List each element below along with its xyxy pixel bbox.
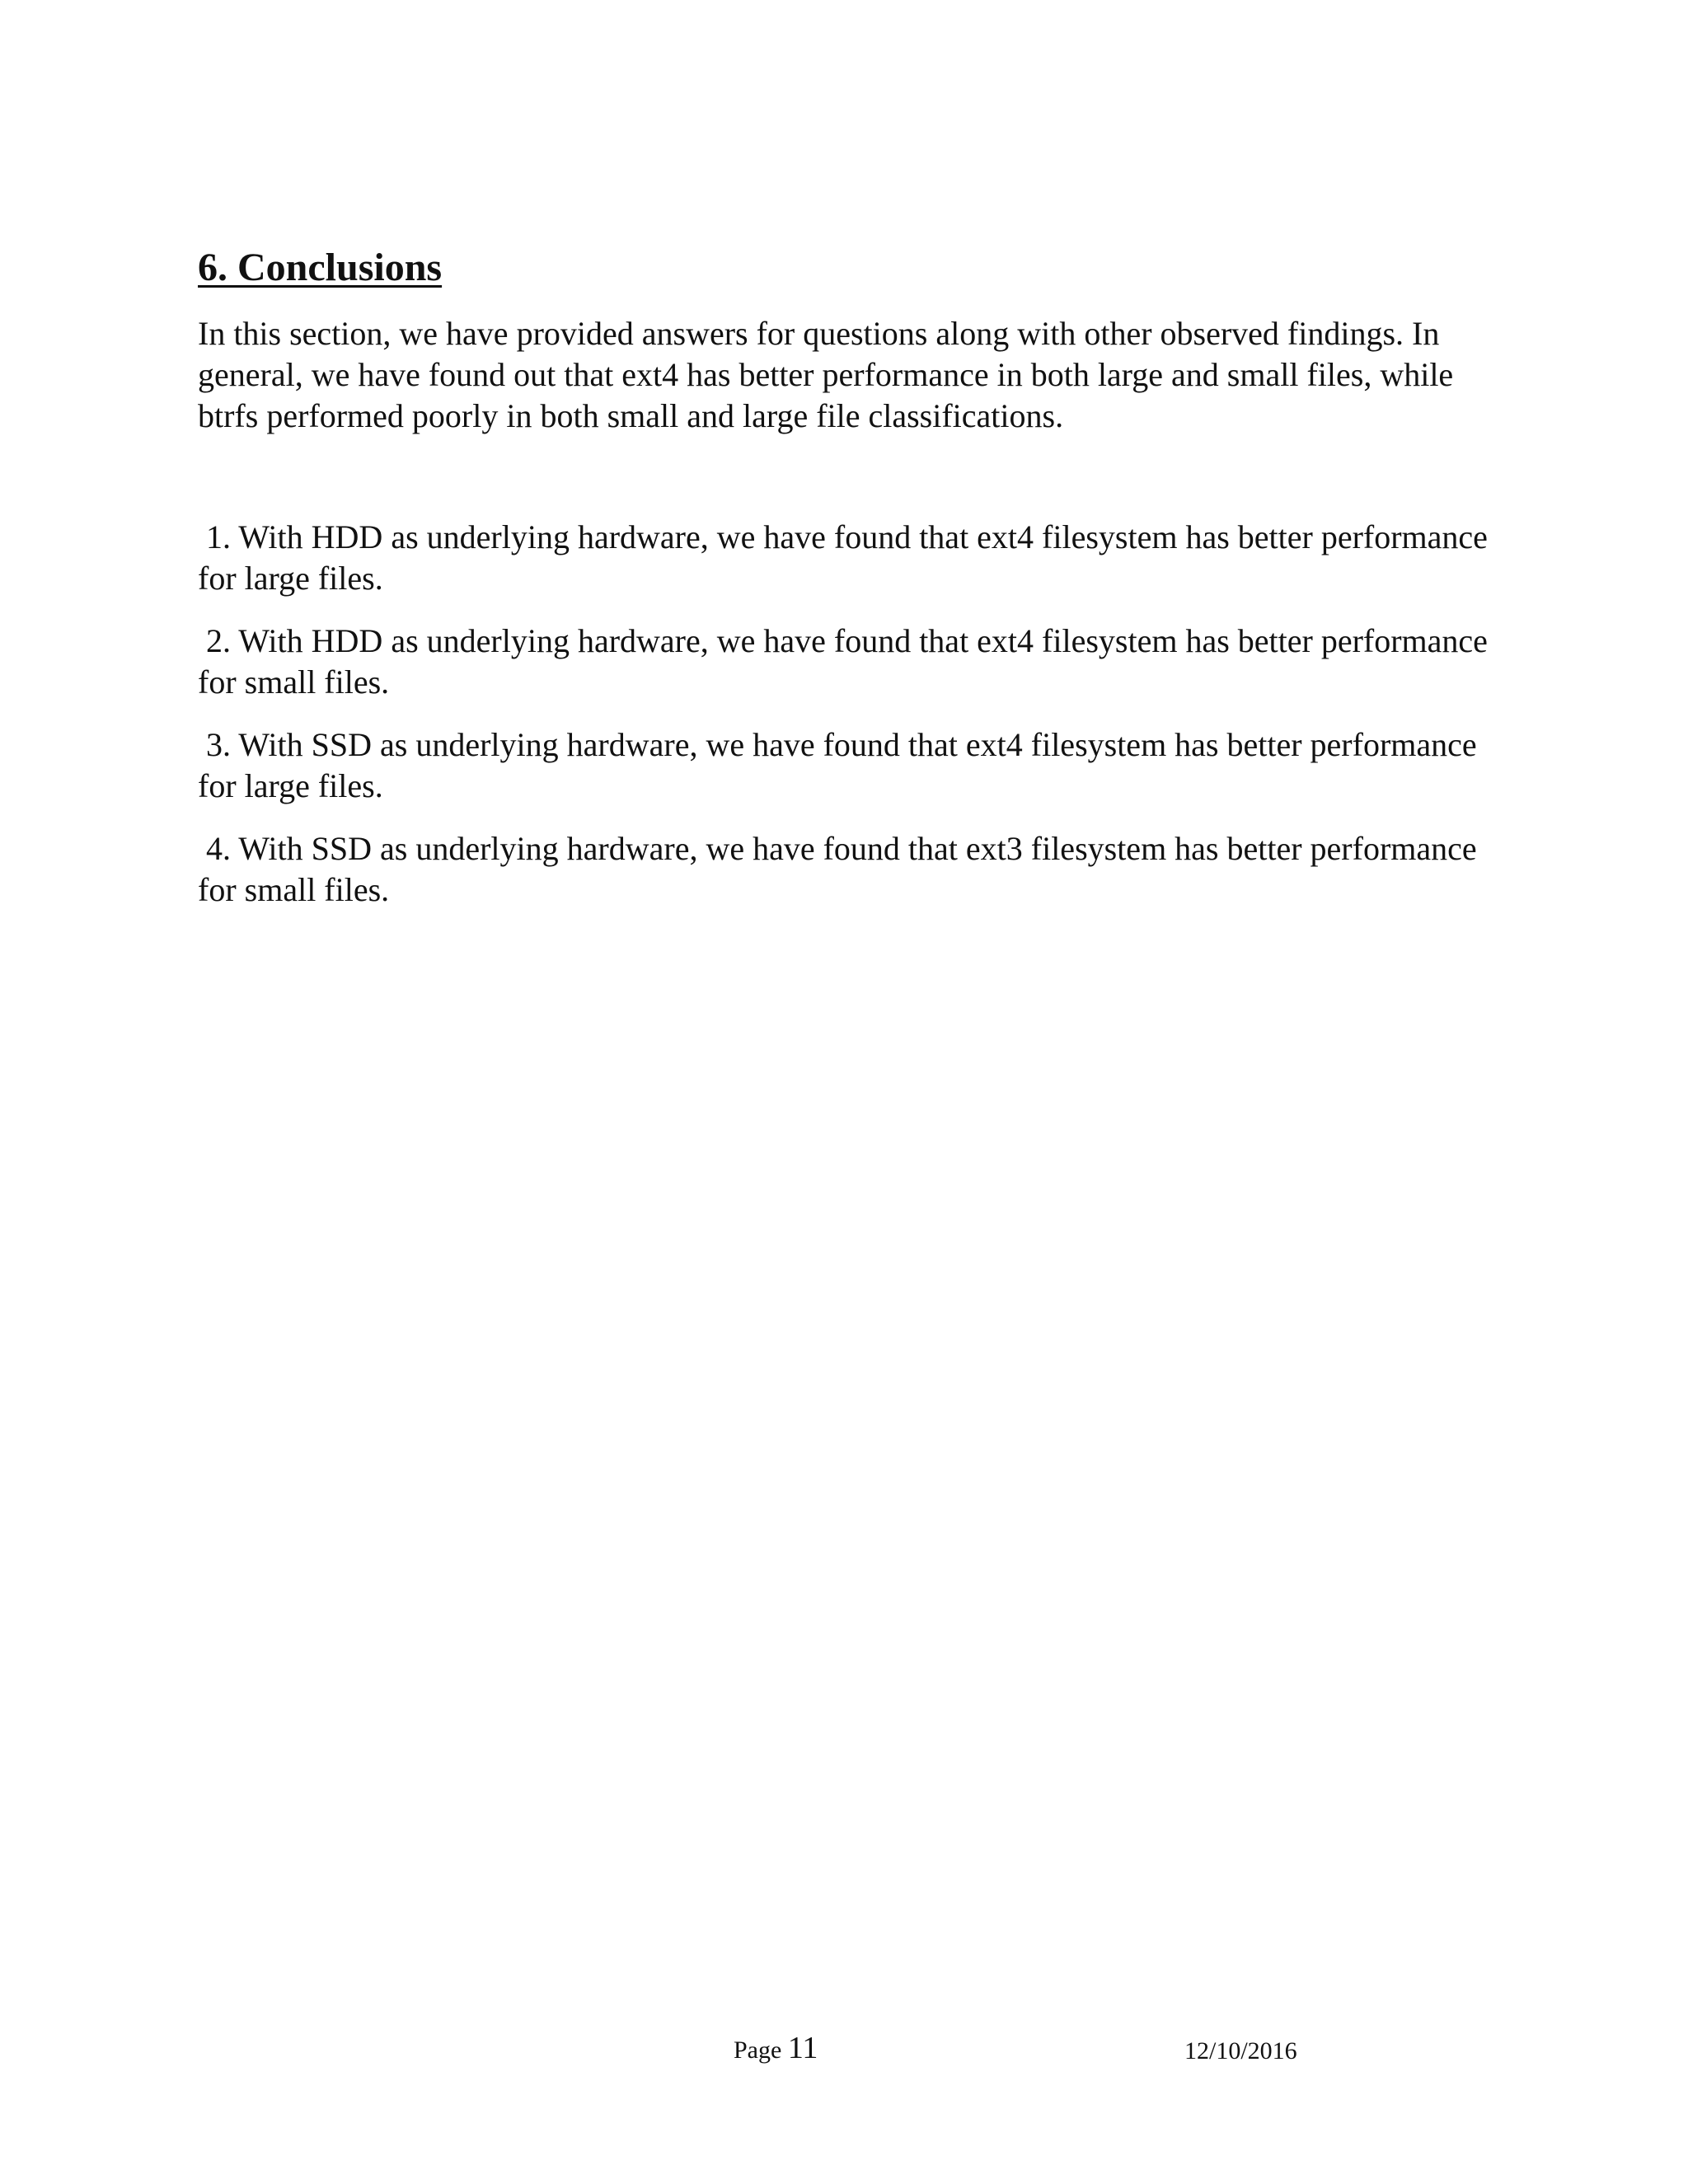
page-number-footer [734,2032,818,2064]
page-number: 11 [787,2031,818,2065]
section-heading: 6. Conclusions [198,246,443,289]
findings-list [198,517,1500,932]
footer-date: 12/10/2016 [1184,2037,1297,2064]
intro-paragraph: In this section, we have provided answers for questions along with other observed findings. In general, we have found out that ext4 has better performance in both large and small files, while btrfs performed poorly in both small and large file classifications. [198,315,1454,434]
finding-item: 3. With SSD as underlying hardware, we have found that ext4 filesystem has better performance for large files. [198,726,1485,804]
finding-item: 2. With HDD as underlying hardware, we have found that ext4 filesystem has better performance for small files. [198,622,1496,701]
finding-item: 1. With HDD as underlying hardware, we have found that ext4 filesystem has better performance for large files. [198,518,1496,597]
page-label: Page [734,2036,782,2064]
finding-item: 4. With SSD as underlying hardware, we have found that ext3 filesystem has better performance for small files. [198,830,1485,908]
